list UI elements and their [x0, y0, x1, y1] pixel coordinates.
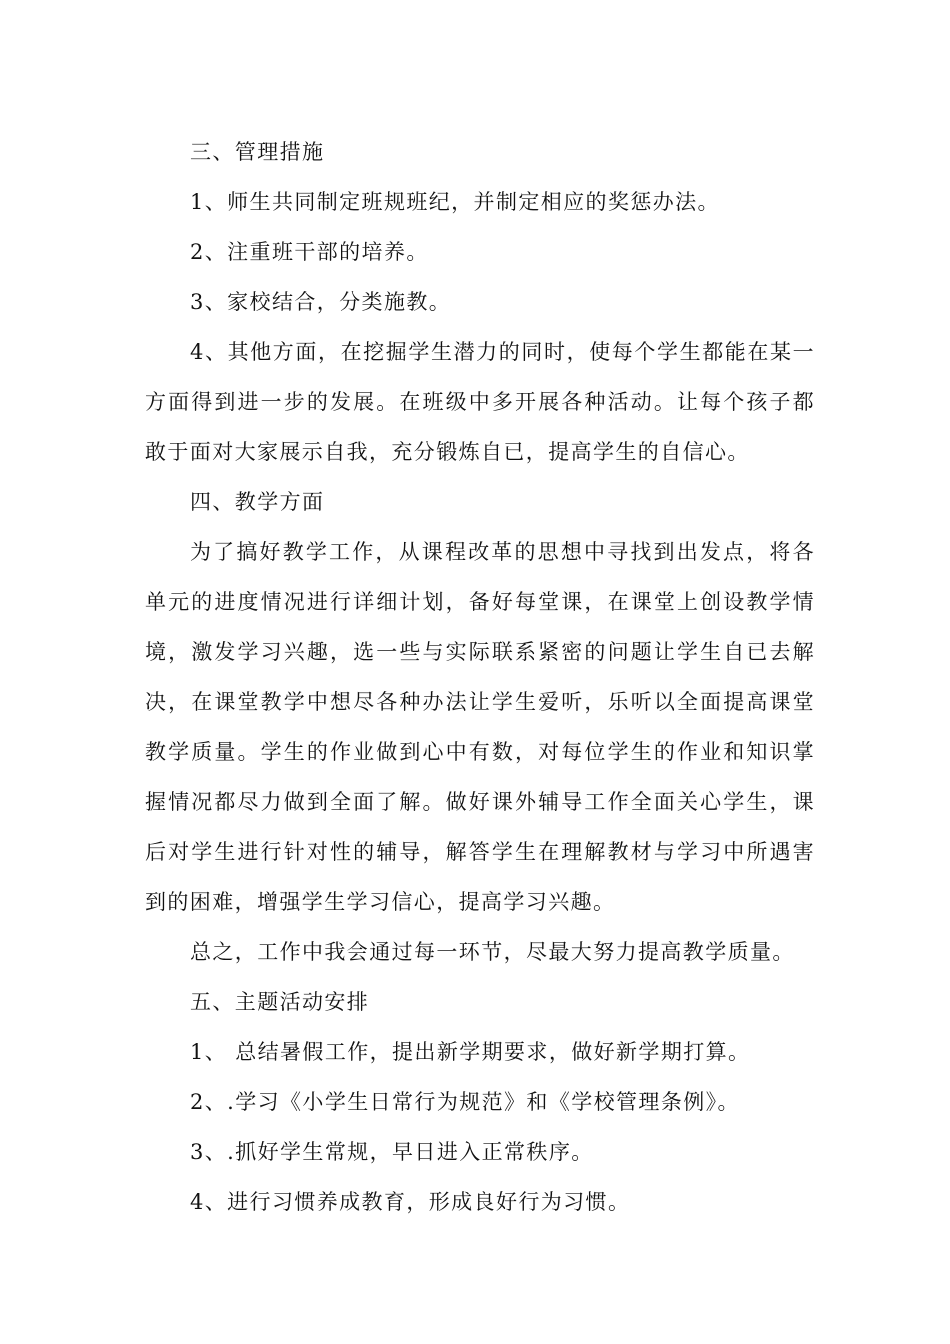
paragraph-line: 境，激发学习兴趣，选一些与实际联系紧密的问题让学生自已去解	[145, 640, 815, 664]
paragraph-line: 决，在课堂教学中想尽各种办法让学生爱听，乐听以全面提高课堂	[145, 690, 815, 714]
section-heading-management: 三、管理措施	[190, 140, 325, 164]
list-item: 3、.抓好学生常规，早日进入正常秩序。	[190, 1140, 594, 1164]
summary-line: 总之，工作中我会通过每一环节，尽最大努力提高教学质量。	[190, 940, 795, 964]
list-item: 4、进行习惯养成教育，形成良好行为习惯。	[190, 1190, 631, 1214]
paragraph-line: 单元的进度情况进行详细计划，备好每堂课，在课堂上创设教学情	[145, 590, 815, 614]
list-item: 1、师生共同制定班规班纪，并制定相应的奖惩办法。	[190, 190, 720, 214]
paragraph-line: 后对学生进行针对性的辅导，解答学生在理解教材与学习中所遇害	[145, 840, 815, 864]
list-item: 2、.学习《小学生日常行为规范》和《学校管理条例》。	[190, 1090, 740, 1114]
list-item: 1、 总结暑假工作，提出新学期要求，做好新学期打算。	[190, 1040, 751, 1064]
paragraph-line: 方面得到进一步的发展。在班级中多开展各种活动。让每个孩子都	[145, 390, 815, 414]
paragraph-line: 到的困难，增强学生学习信心，提高学习兴趣。	[145, 890, 616, 914]
paragraph-line: 敢于面对大家展示自我，充分锻炼自已，提高学生的自信心。	[145, 440, 750, 464]
paragraph-line: 握情况都尽力做到全面了解。做好课外辅导工作全面关心学生，课	[145, 790, 815, 814]
section-heading-activities: 五、主题活动安排	[190, 990, 370, 1014]
section-heading-teaching: 四、教学方面	[190, 490, 325, 514]
list-item: 3、家校结合，分类施教。	[190, 290, 452, 314]
list-item: 2、注重班干部的培养。	[190, 240, 429, 264]
paragraph-line: 为了搞好教学工作，从课程改革的思想中寻找到出发点，将各	[190, 540, 815, 564]
paragraph-line: 4、其他方面，在挖掘学生潜力的同时，使每个学生都能在某一	[190, 340, 815, 364]
paragraph-line: 教学质量。学生的作业做到心中有数，对每位学生的作业和知识掌	[145, 740, 815, 764]
